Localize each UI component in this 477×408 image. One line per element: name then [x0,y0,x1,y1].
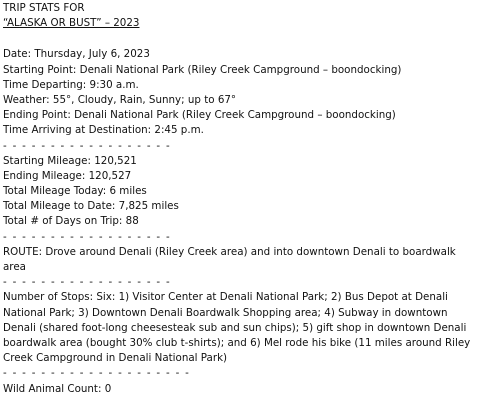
route-paragraph: ROUTE: Drove around Denali (Riley Creek area) and into downtown Denali to boardwalk area [3,245,456,274]
wild-animal-count: Wild Animal Count: 0 [3,382,112,395]
starting-mileage: Starting Mileage: 120,521 [3,154,137,167]
spacer [3,31,475,47]
total-mileage-today: Total Mileage Today: 6 miles [3,185,147,198]
ending-mileage: Ending Mileage: 120,527 [3,169,132,182]
ending-point: Ending Point: Denali National Park (Riley Creek Campground – boondocking) [3,109,396,122]
trip-stats-document [3,1,475,397]
doc-title-line-2: “ALASKA OR BUST” – 2023 [3,17,140,30]
separator: - - - - - - - - - - - - - - - - - - [3,139,172,152]
separator: - - - - - - - - - - - - - - - - - - - - [3,367,191,380]
total-days-on-trip: Total # of Days on Trip: 88 [3,215,139,228]
starting-point: Starting Point: Denali National Park (Riley Creek Campground – boondocking) [3,63,402,76]
total-mileage-to-date: Total Mileage to Date: 7,825 miles [3,200,179,213]
time-departing: Time Departing: 9:30 a.m. [3,78,139,91]
doc-title-line-1: TRIP STATS FOR [3,2,85,14]
time-arriving: Time Arriving at Destination: 2:45 p.m. [3,124,204,137]
separator: - - - - - - - - - - - - - - - - - - [3,230,172,243]
trip-date: Date: Thursday, July 6, 2023 [3,48,150,61]
stops-paragraph: Number of Stops: Six: 1) Visitor Center at Denali National Park; 2) Bus Depot at Denali National Park; 3) Downtown Denali Boardwalk Shopping area; 4) Subway in downtown Denali (shared foot-long cheesesteak sub and sun chips); 5) gift shop in downtown Denali boardwalk area (bought 30% club t-shirts); and 6) Mel rode his bike (11 miles around Riley Creek Campground in Denali National Park) [3,291,471,365]
weather: Weather: 55°, Cloudy, Rain, Sunny; up to 67° [3,93,237,106]
separator: - - - - - - - - - - - - - - - - - - [3,276,172,289]
